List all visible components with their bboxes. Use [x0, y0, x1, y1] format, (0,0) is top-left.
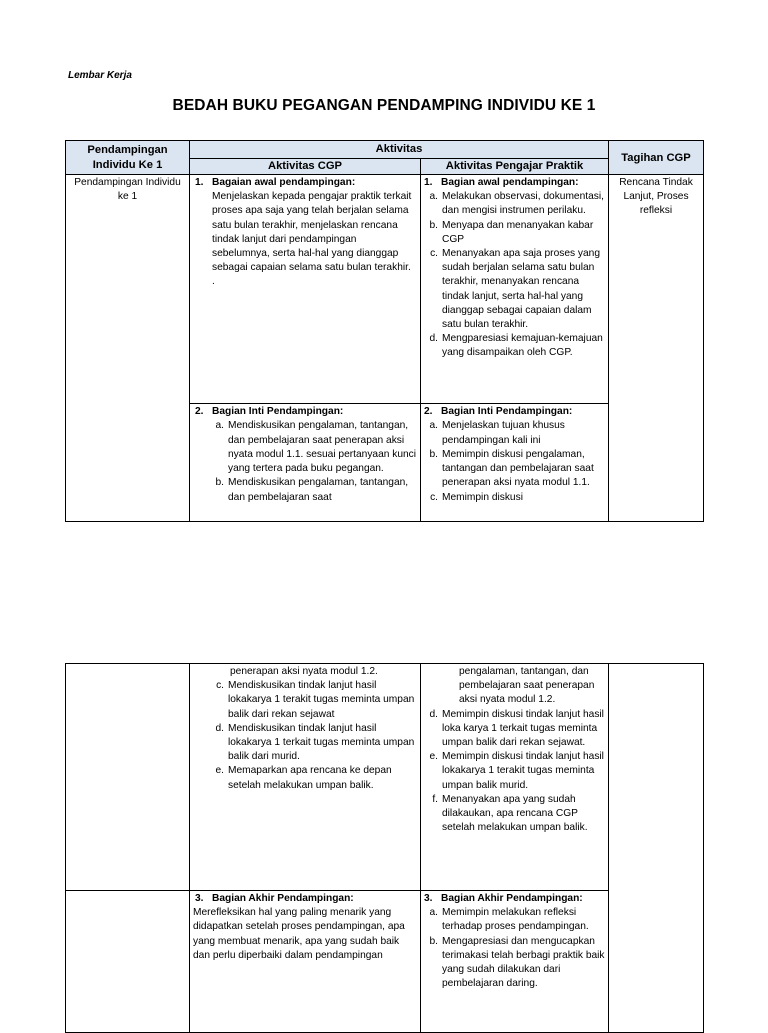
section-body: Merefleksikan hal yang paling menarik yang didapatkan setelah proses pendampingan, apa yang membuat menarik, apa yang sudah baik dan perlu diperbaiki dalam pendampingan [193, 907, 405, 961]
cell-pendampingan-cont-2 [66, 891, 190, 1033]
cell-cgp-inti [190, 404, 421, 522]
cell-pp-inti-cont [421, 664, 609, 891]
worksheet-label: Lembar Kerja [68, 70, 132, 81]
list-item: e. Memimpin diskusi tindak lanjut hasil lokakarya 1 terakit tugas meminta umpan balik murid. [429, 751, 604, 791]
section-heading: 1. Bagian awal pendampingan: [424, 177, 579, 188]
activity-list [424, 190, 605, 360]
section-heading: 3. Bagian Akhir Pendampingan: [424, 893, 583, 904]
cell-cgp-akhir [190, 891, 421, 1033]
list-item: c. Menanyakan apa saja proses yang sudah berjalan selama satu bulan terakhir, menanyakan rencana tindak lanjut, serta hal-hal yang dianggap sebagai capaian dalam satu bulan terakhir. [430, 248, 601, 331]
activity-list [424, 708, 605, 836]
page-title: BEDAH BUKU PEGANGAN PENDAMPING INDIVIDU KE 1 [172, 97, 596, 114]
list-item: e. Memaparkan apa rencana ke depan setelah melakukan umpan balik. [215, 765, 392, 791]
cell-pp-inti [421, 404, 609, 522]
header-pendampingan: Pendampingan Individu Ke 1 [66, 141, 190, 175]
carry-text: penerapan aksi nyata modul 1.2. [230, 666, 378, 677]
carry-text: pengalaman, tantangan, dan pembelajaran saat penerapan aksi nyata modul 1.2. [459, 666, 595, 706]
list-item: c. Mendiskusikan tindak lanjut hasil lokakarya 1 terakit tugas meminta umpan balik dari rekan sejawat [216, 680, 415, 720]
list-item: d. Memimpin diskusi tindak lanjut hasil loka karya 1 terkait tugas meminta umpan balik dari rekan sejawat. [429, 708, 604, 749]
cell-tagihan [609, 175, 704, 522]
tagihan-text: Rencana Tindak Lanjut, Proses refleksi [619, 177, 693, 217]
activity-table [65, 140, 704, 522]
cell-cgp-awal [190, 175, 421, 404]
list-item: b. Menyapa dan menanyakan kabar CGP [429, 219, 594, 245]
list-item: d. Mengparesiasi kemajuan-kemajuan yang disampaikan oleh CGP. [429, 333, 603, 359]
activity-list [424, 419, 605, 504]
list-item: b. Memimpin diskusi pengalaman, tantangan dan pembelajaran saat penerapan aksi nyata modul 1.1. [429, 448, 594, 489]
stray-dot: . [212, 276, 215, 288]
list-item: b. Mendiskusikan pengalaman, tantangan, dan pembelajaran saat [215, 477, 409, 503]
list-item: a. Memimpin melakukan refleksi terhadap proses pendampingan. [429, 907, 589, 933]
list-item: b. Mengapresiasi dan mengucapkan terimakasi telah berbagi praktik baik yang sudah dilakukan dari pembelajaran daring. [429, 935, 605, 990]
header-aktivitas-pengajar: Aktivitas Pengajar Praktik [421, 159, 609, 175]
pendampingan-text: Pendampingan Individu ke 1 [74, 177, 181, 203]
cell-pp-akhir [421, 891, 609, 1033]
section-heading: 2. Bagian Inti Pendampingan: [424, 406, 573, 418]
cell-pp-awal [421, 175, 609, 404]
list-item: a. Mendiskusikan pengalaman, tantangan, dan pembelajaran saat penerapan aksi nyata modul 1.1. sesuai pertanyaan kunci yang tertera pada buku pegangan. [215, 420, 417, 475]
header-aktivitas-cgp: Aktivitas CGP [190, 159, 421, 175]
list-item: a. Melakukan observasi, dokumentasi, dan mengisi instrumen perilaku. [429, 191, 604, 217]
section-body: Menjelaskan kepada pengajar praktik terkait proses apa saja yang telah berjalan selama satu bulan terakhir, menjelaskan rencana tindak lanjut dari pendampingan sebelumnya, serta hal-hal yang dianggap sebagai capaian selama satu bulan terakhir. [212, 191, 412, 274]
cell-tagihan-cont [609, 664, 704, 1033]
cell-cgp-inti-cont [190, 664, 421, 891]
section-heading: 3. Bagian Akhir Pendampingan: [195, 893, 354, 904]
activity-list [193, 419, 417, 504]
activity-list [193, 679, 417, 793]
header-aktivitas: Aktivitas [190, 141, 609, 159]
list-item: d. Mendiskusikan tindak lanjut hasil lokakarya 1 terkait tugas meminta umpan balik dari murid. [215, 722, 415, 763]
cell-pendampingan [66, 175, 190, 522]
activity-table-continued [65, 663, 704, 1033]
section-heading: 1. Bagaian awal pendampingan: [195, 177, 356, 188]
section-heading: 2. Bagian Inti Pendampingan: [195, 406, 344, 418]
activity-list [424, 906, 605, 991]
list-item: a. Menjelaskan tujuan khusus pendampingan kali ini [429, 420, 565, 446]
cell-pendampingan-cont [66, 664, 190, 891]
list-item: c. Memimpin diskusi [430, 491, 523, 503]
list-item: f. Menanyakan apa yang sudah dilakaukan, apa rencana CGP setelah melakukan umpan balik. [432, 793, 588, 834]
header-tagihan: Tagihan CGP [609, 141, 704, 175]
